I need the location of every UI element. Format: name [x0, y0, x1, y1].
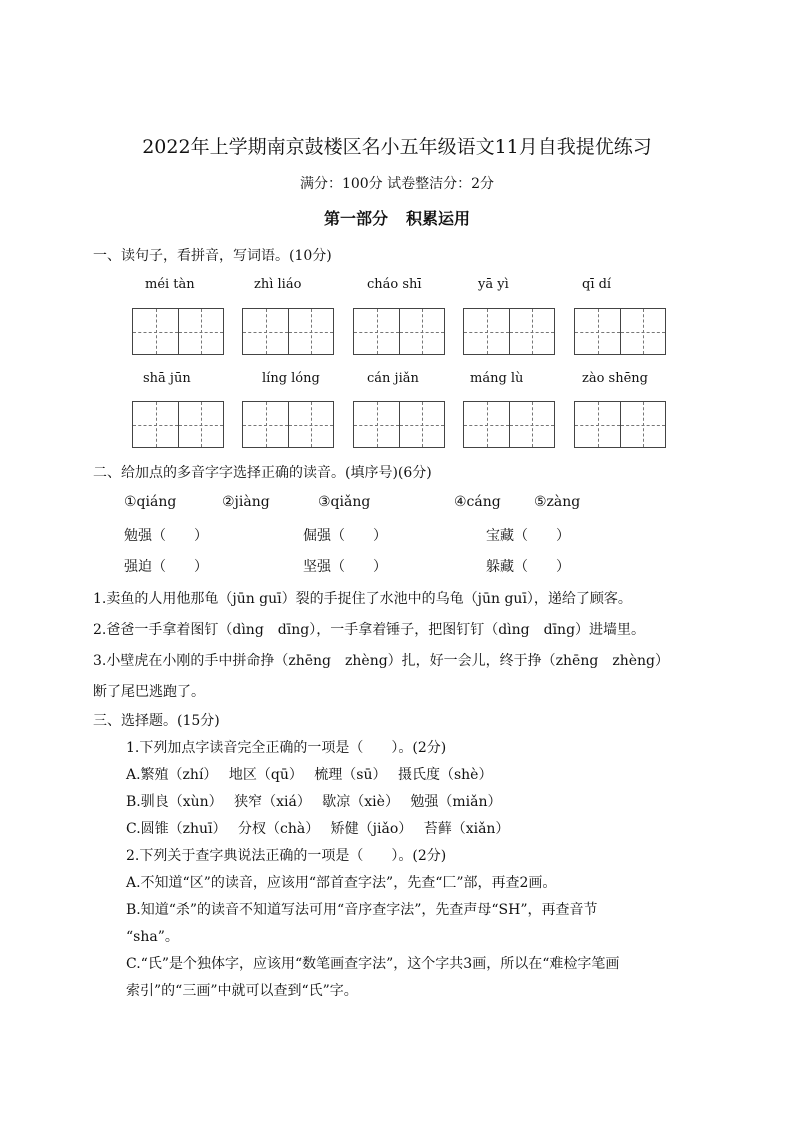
answer-blank[interactable]: 强迫（ ）	[124, 559, 208, 575]
reading-option: ②jiàng	[222, 494, 270, 510]
q3-sub2: 2.下列关于查字典说法正确的一项是（ ）。(2分)	[126, 848, 447, 864]
pinyin-label: qī dí	[582, 277, 612, 292]
answer-blank[interactable]: 勉强（ ）	[124, 528, 208, 544]
pinyin-label: shā jūn	[143, 371, 191, 386]
q2-heading: 二、给加点的多音字字选择正确的读音。(填序号)(6分)	[93, 465, 432, 481]
sentence-2: 2.爸爸一手拿着图钉（dìng dīng），一手拿着锤子，把图钉钉（dìng dīng）进墙里。	[93, 622, 646, 638]
choice-b: B.驯良（xùn） 狭窄（xiá） 歇凉（xiè） 勉强（miǎn）	[126, 794, 502, 810]
writing-grid[interactable]	[132, 401, 224, 448]
dict-choice-c: C.“氏”是个独体字，应该用“数笔画查字法”，这个字共3画，所以在“难检字笔画	[126, 956, 620, 972]
reading-option: ①qiáng	[124, 494, 177, 510]
pinyin-label: líng lóng	[262, 371, 320, 386]
sentence-1: 1.卖鱼的人用他那龟（jūn guī）裂的手捉住了水池中的乌龟（jūn guī），递给了顾客。	[93, 591, 632, 607]
part-title-number: 第一部分	[323, 209, 388, 228]
dict-choice-b-continued: “sha”。	[126, 929, 179, 945]
dict-choice-b: B.知道“杀”的读音不知道写法可用“音序查字法”，先查声母“SH”，再查音节	[126, 902, 598, 918]
dict-choice-a: A.不知道“区”的读音，应该用“部首查字法”，先查“匚”部，再查2画。	[126, 875, 557, 891]
choice-c: C.圆锥（zhuī） 分杈（chà） 矫健（jiǎo） 苔藓（xiǎn）	[126, 821, 510, 837]
pinyin-label: cán jiǎn	[367, 371, 419, 386]
sentence-3: 3.小壁虎在小刚的手中拼命挣（zhēng zhèng）扎，好一会儿，终于挣（zhēng zhèng）	[93, 653, 669, 669]
score-note: 满分：100分 试卷整洁分：2分	[299, 176, 495, 192]
writing-grid[interactable]	[132, 308, 224, 355]
pinyin-label: cháo shī	[367, 277, 422, 292]
answer-blank[interactable]: 宝藏（ ）	[486, 528, 570, 544]
sentence-3-continued: 断了尾巴逃跑了。	[93, 684, 205, 700]
pinyin-label: yā yì	[478, 277, 509, 292]
writing-grid[interactable]	[242, 401, 334, 448]
writing-grid[interactable]	[574, 401, 666, 448]
q1-heading: 一、读句子，看拼音，写词语。(10分)	[93, 248, 332, 264]
reading-option: ③qiǎng	[318, 494, 371, 510]
writing-grid[interactable]	[463, 308, 555, 355]
reading-option: ④cáng	[454, 494, 501, 510]
pinyin-label: zào shēng	[582, 371, 648, 386]
pinyin-label: máng lù	[470, 371, 524, 386]
q3-sub1: 1.下列加点字读音完全正确的一项是（ ）。(2分)	[126, 740, 447, 756]
pinyin-label: méi tàn	[145, 277, 195, 292]
page-title: 2022年上学期南京鼓楼区名小五年级语文11月自我提优练习	[142, 136, 652, 158]
answer-blank[interactable]: 倔强（ ）	[303, 528, 387, 544]
writing-grid[interactable]	[353, 401, 445, 448]
part-title-name: 积累运用	[406, 209, 471, 228]
writing-grid[interactable]	[574, 308, 666, 355]
choice-a: A.繁殖（zhí） 地区（qū） 梳理（sū） 摄氏度（shè）	[126, 767, 493, 783]
reading-option: ⑤zàng	[534, 494, 581, 510]
writing-grid[interactable]	[463, 401, 555, 448]
answer-blank[interactable]: 躲藏（ ）	[486, 559, 570, 575]
part-title	[0, 206, 794, 229]
pinyin-label: zhì liáo	[254, 277, 302, 292]
q3-heading: 三、选择题。(15分)	[93, 713, 220, 729]
dict-choice-c-continued: 索引”的“三画”中就可以查到“氏”字。	[126, 983, 358, 999]
writing-grid[interactable]	[242, 308, 334, 355]
writing-grid[interactable]	[353, 308, 445, 355]
answer-blank[interactable]: 坚强（ ）	[303, 559, 387, 575]
